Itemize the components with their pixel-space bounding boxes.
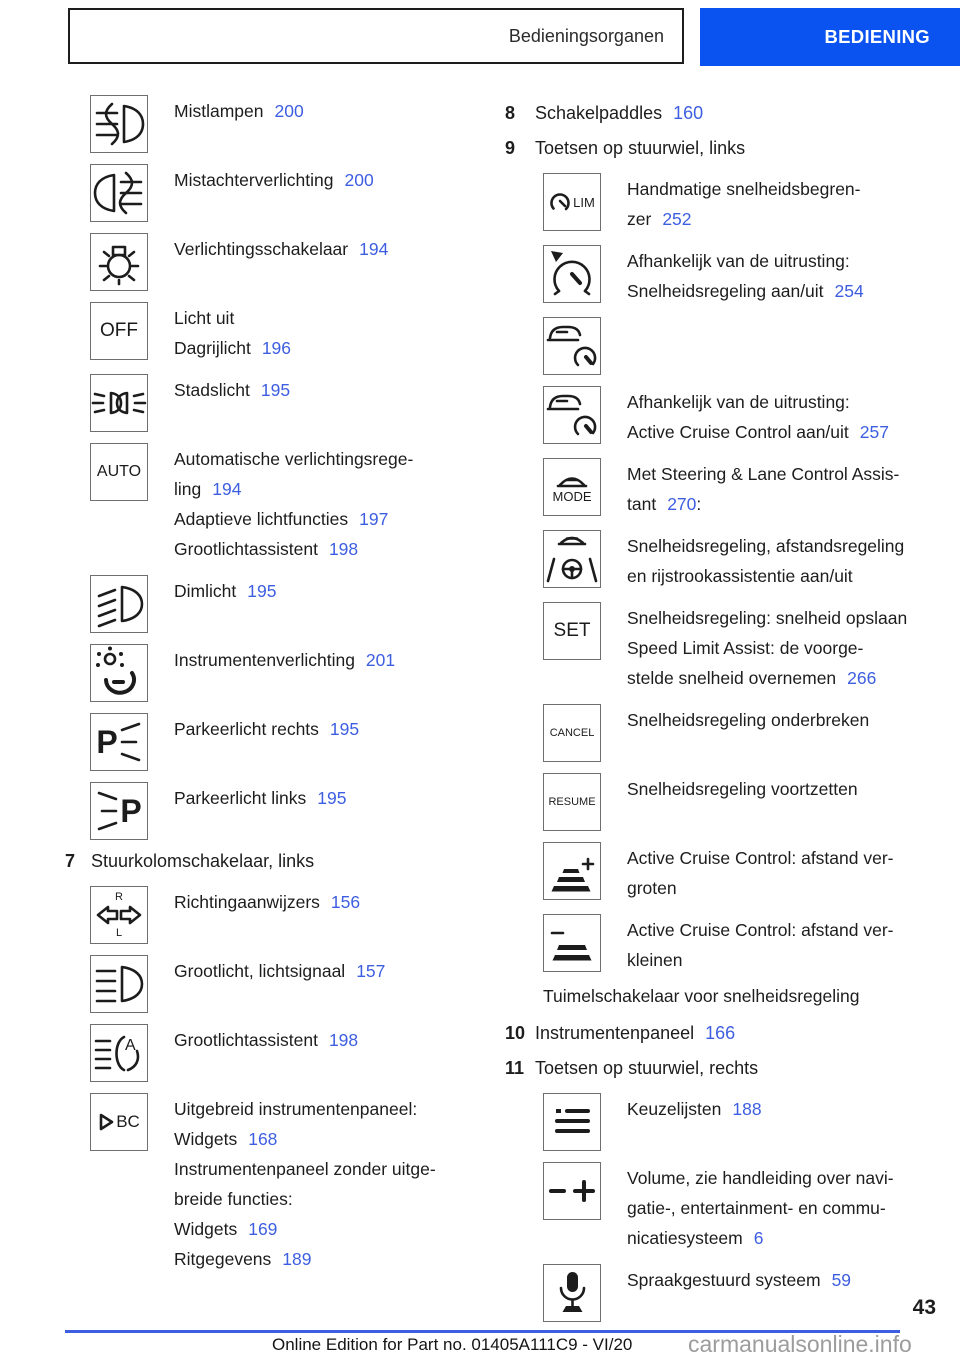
header-chapter-box	[68, 8, 684, 64]
instrument-lighting-icon	[90, 644, 148, 702]
table-row	[543, 245, 940, 306]
page-ref[interactable]: 168	[248, 1129, 278, 1149]
edition-note: Online Edition for Part no. 01405A111C9 - VI/20	[272, 1335, 633, 1354]
table-row	[543, 386, 940, 447]
breadcrumb: Bedieningsorganen	[508, 25, 664, 46]
item-label: Parkeerlicht links	[174, 788, 307, 808]
item-label: Widgets	[174, 1129, 238, 1149]
resume-button-icon	[543, 773, 601, 831]
item-label: Verlichtingsschakelaar	[174, 239, 349, 259]
auto-lights-icon	[90, 443, 148, 501]
item-label: Speed Limit Assist: de voorge-	[627, 638, 864, 658]
off-label: OFF	[100, 320, 138, 341]
item-label: Uitgebreid instrumentenpaneel:	[174, 1099, 418, 1119]
page-number: 43	[912, 1296, 936, 1319]
table-row	[543, 602, 940, 693]
item-label: Snelheidsregeling, afstandsregeling	[627, 536, 905, 556]
page-ref[interactable]: 59	[831, 1270, 852, 1290]
parking-light-right-icon	[90, 713, 148, 771]
page-ref[interactable]: 156	[330, 892, 361, 912]
item-label: ling	[174, 479, 202, 499]
section-title: Stuurkolomschakelaar, links	[91, 851, 315, 871]
page-ref[interactable]: 195	[247, 581, 277, 601]
table-row	[543, 317, 940, 375]
section-heading-9	[505, 138, 940, 159]
lights-off-icon	[90, 302, 148, 360]
item-label: Ritgegevens	[174, 1249, 272, 1269]
page-ref[interactable]: 201	[365, 650, 396, 670]
item-label: Afhankelijk van de uitrusting:	[627, 392, 850, 412]
section-heading-11	[505, 1058, 940, 1079]
table-row	[90, 644, 465, 702]
item-label: tant	[627, 494, 657, 514]
cancel-button-icon	[543, 704, 601, 762]
section-number: 7	[65, 851, 76, 871]
item-label: Instrumentenpaneel zonder uitge-	[174, 1159, 436, 1179]
page-ref[interactable]: 257	[859, 422, 889, 442]
mode-button-icon	[543, 458, 601, 516]
turn-r-label: R	[115, 891, 123, 903]
section-heading-10	[505, 1023, 940, 1044]
item-label: Automatische verlichtingsrege-	[174, 449, 414, 469]
item-label: Handmatige snelheidsbegren-	[627, 179, 861, 199]
table-row	[90, 302, 465, 363]
item-label: Spraakgestuurd systeem	[627, 1270, 821, 1290]
item-label: Snelheidsregeling aan/uit	[627, 281, 824, 301]
item-label: Afhankelijk van de uitrusting:	[627, 251, 850, 271]
page-ref[interactable]: 188	[732, 1099, 762, 1119]
table-row	[90, 955, 465, 1013]
item-label: Grootlichtassistent	[174, 1030, 318, 1050]
page-ref[interactable]: 194	[212, 479, 242, 499]
fog-rear-icon	[90, 164, 148, 222]
page-ref[interactable]: 166	[705, 1023, 736, 1043]
right-column	[505, 95, 940, 1333]
table-row	[543, 914, 940, 975]
distance-increase-icon	[543, 842, 601, 900]
high-beam-assistant-icon	[90, 1024, 148, 1082]
item-label: Active Cruise Control: afstand ver-	[627, 848, 894, 868]
item-label: Instrumentenverlichting	[174, 650, 355, 670]
table-row	[90, 95, 465, 153]
page-ref[interactable]: 195	[317, 788, 347, 808]
item-label: Schakelpaddles	[535, 103, 663, 123]
lim-label: LIM	[573, 194, 595, 210]
item-label: Mistachterverlichting	[174, 170, 334, 190]
table-row	[543, 704, 940, 762]
high-beam-icon	[90, 955, 148, 1013]
item-label: Dimlicht	[174, 581, 237, 601]
acc-icon	[543, 317, 601, 375]
item-label: Instrumentenpaneel	[535, 1023, 695, 1043]
section-title: BEDIENING	[824, 26, 930, 47]
lane-assist-icon	[543, 530, 601, 588]
item-label: Snelheidsregeling: snelheid opslaan	[627, 608, 908, 628]
low-beam-icon	[90, 575, 148, 633]
item-label: Snelheidsregeling onderbreken	[627, 710, 870, 730]
page-ref[interactable]: 266	[847, 668, 877, 688]
item-label: Snelheidsregeling voortzetten	[627, 779, 858, 799]
item-label: Active Cruise Control aan/uit	[627, 422, 849, 442]
page-ref[interactable]: 160	[673, 103, 704, 123]
page-ref[interactable]: 197	[359, 509, 389, 529]
table-row	[543, 1162, 940, 1253]
turn-l-label: L	[115, 927, 123, 939]
item-label: Licht uit	[174, 308, 235, 328]
cancel-label: CANCEL	[549, 727, 595, 739]
left-column	[65, 95, 465, 1333]
page-ref[interactable]: 194	[359, 239, 389, 259]
item-label: Mistlampen	[174, 101, 264, 121]
table-row	[543, 773, 940, 831]
section-number: 11	[505, 1058, 525, 1078]
item-label: gatie-, entertainment- en commu-	[627, 1198, 886, 1218]
voice-control-icon	[543, 1264, 601, 1322]
item-label: Grootlichtassistent	[174, 539, 318, 559]
table-row	[90, 713, 465, 771]
section-title: Toetsen op stuurwiel, links	[535, 138, 746, 158]
page-ref[interactable]: 270	[667, 494, 697, 514]
page-ref[interactable]: 195	[260, 380, 291, 400]
item-label: breide functies:	[174, 1189, 293, 1209]
item-label: Met Steering & Lane Control Assis-	[627, 464, 900, 484]
park-letter: P	[120, 793, 142, 829]
resume-label: RESUME	[548, 796, 596, 808]
table-row	[543, 458, 940, 519]
table-row	[90, 575, 465, 633]
page-ref[interactable]: 195	[329, 719, 360, 739]
header-section-tab	[700, 8, 960, 66]
item-label: nicatiesysteem	[627, 1228, 743, 1248]
table-row	[90, 443, 465, 564]
table-row	[90, 233, 465, 291]
set-label: SET	[553, 620, 591, 641]
page-ref[interactable]: 157	[356, 961, 386, 981]
bc-button-icon	[90, 1093, 148, 1151]
cruise-control-icon	[543, 245, 601, 303]
light-switch-icon	[90, 233, 148, 291]
page-ref[interactable]: 254	[834, 281, 864, 301]
mode-label: MODE	[552, 488, 592, 504]
section-heading-8	[505, 103, 940, 124]
table-row	[543, 530, 940, 591]
parking-light-left-icon	[90, 782, 148, 840]
item-label: zer	[627, 209, 652, 229]
page-ref[interactable]: 198	[328, 539, 359, 559]
content-columns	[65, 95, 940, 1333]
section-number: 10	[505, 1023, 526, 1043]
section-heading-7	[65, 851, 465, 872]
table-row	[90, 1093, 465, 1274]
page-ref[interactable]: 6	[753, 1228, 764, 1248]
turn-indicators-icon	[90, 886, 148, 944]
item-label: Richtingaanwijzers	[174, 892, 320, 912]
table-row	[543, 1093, 940, 1151]
auto-label: AUTO	[96, 463, 142, 480]
section-number: 9	[505, 138, 516, 158]
table-row	[90, 886, 465, 944]
item-label: en rijstrookassistentie aan/uit	[627, 566, 853, 586]
page-ref[interactable]: 252	[662, 209, 692, 229]
item-label: stelde snelheid overnemen	[627, 668, 837, 688]
page-ref[interactable]: 196	[261, 338, 292, 358]
item-label: Keuzelijsten	[627, 1099, 722, 1119]
item-label: Active Cruise Control: afstand ver-	[627, 920, 894, 940]
watermark: carmanualsonline.info	[688, 1331, 912, 1357]
page-ref[interactable]: 169	[248, 1219, 278, 1239]
set-button-icon	[543, 602, 601, 660]
acc-icon	[543, 386, 601, 444]
page-ref[interactable]: 200	[274, 101, 304, 121]
item-label: kleinen	[627, 950, 683, 970]
parking-lamps-icon	[90, 374, 148, 432]
table-row	[90, 374, 465, 432]
table-row	[543, 173, 940, 234]
rocker-switch-note: Tuimelschakelaar voor snelheidsregeling	[543, 986, 860, 1006]
table-row	[90, 164, 465, 222]
item-label: Stadslicht	[174, 380, 250, 400]
item-label: Dagrijlicht	[174, 338, 251, 358]
fog-front-icon	[90, 95, 148, 153]
item-label: Widgets	[174, 1219, 238, 1239]
item-label: Adaptieve lichtfuncties	[174, 509, 349, 529]
item-label: Grootlicht, lichtsignaal	[174, 961, 346, 981]
suffix: :	[696, 494, 702, 514]
bc-label: BC	[116, 1112, 140, 1131]
park-letter: P	[96, 724, 118, 760]
table-row	[90, 1024, 465, 1082]
svg-text:A: A	[125, 1037, 136, 1054]
volume-icon	[543, 1162, 601, 1220]
page-ref[interactable]: 189	[282, 1249, 312, 1269]
distance-decrease-icon	[543, 914, 601, 972]
section-number: 8	[505, 103, 516, 123]
item-label: Volume, zie handleiding over navi-	[627, 1168, 894, 1188]
limiter-icon	[543, 173, 601, 231]
selection-lists-icon	[543, 1093, 601, 1151]
table-row	[543, 842, 940, 903]
item-label: Parkeerlicht rechts	[174, 719, 319, 739]
page-ref[interactable]: 198	[328, 1030, 359, 1050]
page-ref[interactable]: 200	[344, 170, 374, 190]
item-label: groten	[627, 878, 677, 898]
section-title: Toetsen op stuurwiel, rechts	[535, 1058, 759, 1078]
table-row	[543, 1264, 940, 1322]
table-row	[90, 782, 465, 840]
